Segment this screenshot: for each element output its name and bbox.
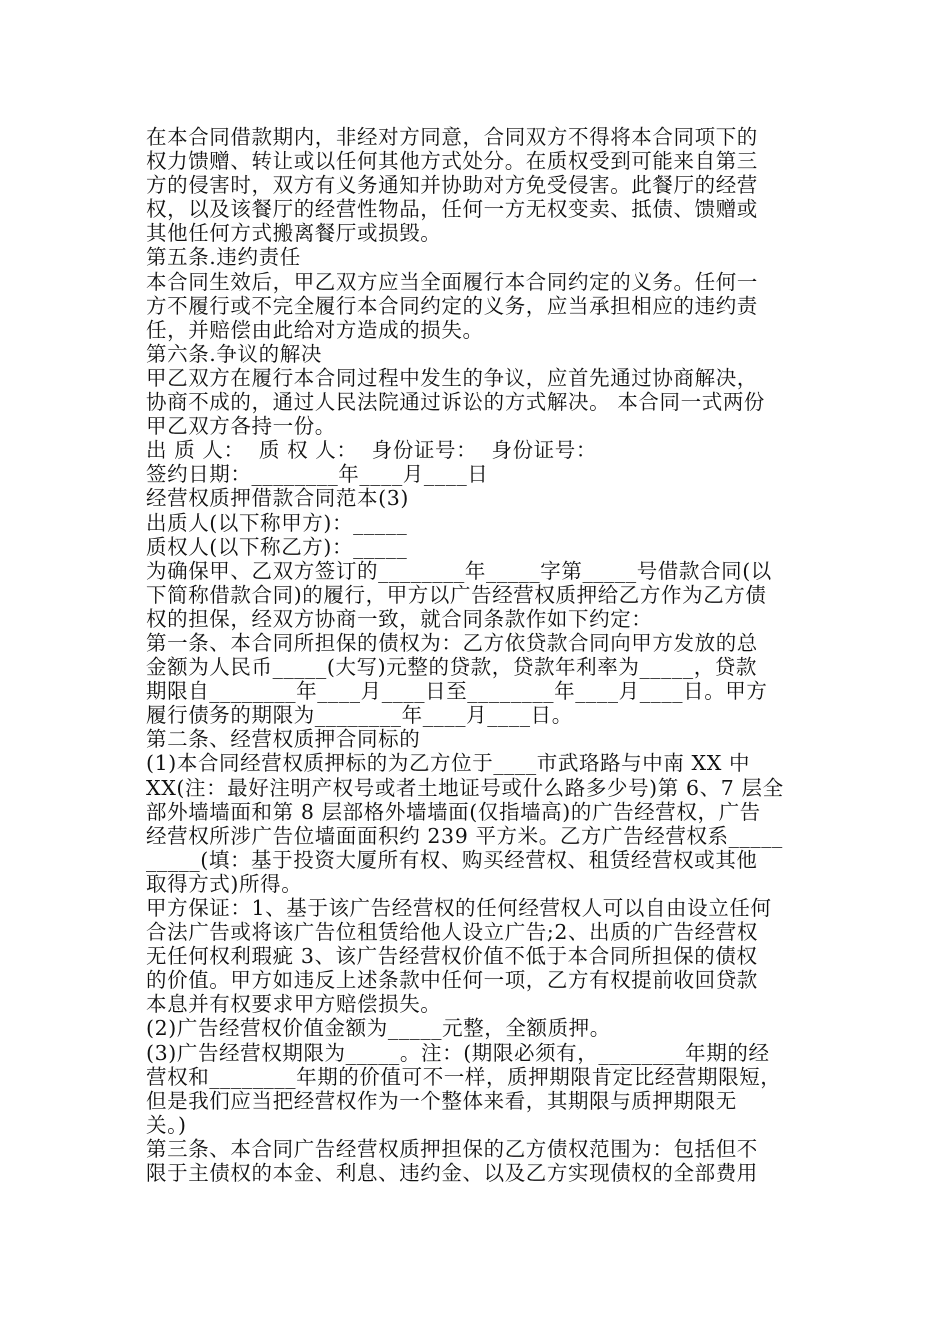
text-line: (3)广告经营权期限为_____。注：(期限必须有，________年期的经 xyxy=(146,1040,770,1065)
text-line: 但是我们应当把经营权作为一个整体来看，其期限与质押期限无 xyxy=(146,1088,737,1113)
section-heading: 第五条.违约责任 xyxy=(146,245,301,270)
text-line: 限于主债权的本金、利息、违约金、以及乙方实现债权的全部费用 xyxy=(146,1161,758,1186)
contract-document-page xyxy=(146,125,810,1185)
pledgor-field: 出质人(以下称甲方)：_____ xyxy=(146,510,408,535)
signing-date: 签约日期：________年____月____日 xyxy=(146,462,489,487)
text-line: 方的侵害时，双方有义务通知并协助对方免受侵害。此餐厅的经营 xyxy=(146,173,758,198)
text-line: 合法广告或将该广告位租赁给他人设立广告;2、出质的广告经营权 xyxy=(146,920,758,945)
text-line: 任，并赔偿由此给对方造成的损失。 xyxy=(146,317,484,342)
text-line: 本息并有权要求甲方赔偿损失。 xyxy=(146,992,442,1017)
text-line: 甲方保证：1、基于该广告经营权的任何经营权人可以自由设立任何 xyxy=(146,896,772,920)
text-line: 第一条、本合同所担保的债权为：乙方依贷款合同向甲方发放的总 xyxy=(146,630,758,655)
text-line: 的价值。甲方如违反上述条款中任何一项，乙方有权提前收回贷款 xyxy=(146,968,758,993)
text-line: 在本合同借款期内，非经对方同意，合同双方不得将本合同项下的 xyxy=(146,125,758,149)
signature-fields: 出 质 人： 质 权 人： 身份证号： 身份证号： xyxy=(146,438,597,463)
text-line: 权，以及该餐厅的经营性物品，任何一方无权变卖、抵债、馈赠或 xyxy=(146,197,758,222)
text-line: (2)广告经营权价值金额为_____元整，全额质押。 xyxy=(146,1016,611,1041)
text-line: 甲乙双方在履行本合同过程中发生的争议，应首先通过协商解决， xyxy=(146,365,758,390)
text-line: 营权和________年期的价值可不一样，质押期限肯定比经营期限短， xyxy=(146,1064,782,1089)
text-line: 经营权所涉广告位墙面面积约 239 平方米。乙方广告经营权系_____ xyxy=(146,823,783,848)
text-line: 权力馈赠、转让或以任何其他方式处分。在质权受到可能来自第三 xyxy=(146,149,758,174)
text-line: _____(填：基于投资大厦所有权、购买经营权、租赁经营权或其他 xyxy=(146,847,758,872)
text-line: 无任何权利瑕疵 3、该广告经营权价值不低于本合同所担保的债权 xyxy=(146,944,758,969)
text-line: 履行债务的期限为________年____月____日。 xyxy=(146,703,573,728)
text-line: 其他任何方式搬离餐厅或损毁。 xyxy=(146,221,442,246)
section-heading: 第二条、经营权质押合同标的 xyxy=(146,727,421,752)
text-line: 部外墙墙面和第 8 层部格外墙墙面(仅指墙高)的广告经营权，广告 xyxy=(146,799,761,824)
text-line: XX(注：最好注明产权号或者土地证号或什么路多少号)第 6、7 层全 xyxy=(146,775,784,800)
text-line: 第三条、本合同广告经营权质押担保的乙方债权范围为：包括但不 xyxy=(146,1136,758,1161)
document-title: 经营权质押借款合同范本(3) xyxy=(146,486,409,511)
text-line: 取得方式)所得。 xyxy=(146,871,303,896)
text-line: 协商不成的，通过人民法院通过诉讼的方式解决。 本合同一式两份 xyxy=(146,390,766,415)
text-line: 甲乙双方各持一份。 xyxy=(146,414,336,439)
text-line: 本合同生效后，甲乙双方应当全面履行本合同约定的义务。任何一 xyxy=(146,269,758,294)
text-line: (1)本合同经营权质押标的为乙方位于____市武珞路与中南 XX 中 xyxy=(146,751,751,776)
text-line: 为确保甲、乙双方签订的________年_____字第_____号借款合同(以 xyxy=(146,558,772,583)
text-line: 金额为人民币_____(大写)元整的贷款，贷款年利率为_____，贷款 xyxy=(146,655,757,680)
pledgee-field: 质权人(以下称乙方)：_____ xyxy=(146,534,408,559)
text-line: 关。) xyxy=(146,1112,187,1137)
text-line: 方不履行或不完全履行本合同约定的义务，应当承担相应的违约责 xyxy=(146,293,758,318)
text-line: 权的担保，经双方协商一致，就合同条款作如下约定： xyxy=(146,606,653,631)
text-line: 下简称借款合同)的履行，甲方以广告经营权质押给乙方作为乙方债 xyxy=(146,582,767,607)
text-line: 期限自________年____月____日至________年____月____日。甲方 xyxy=(146,679,768,704)
section-heading: 第六条.争议的解决 xyxy=(146,341,322,366)
